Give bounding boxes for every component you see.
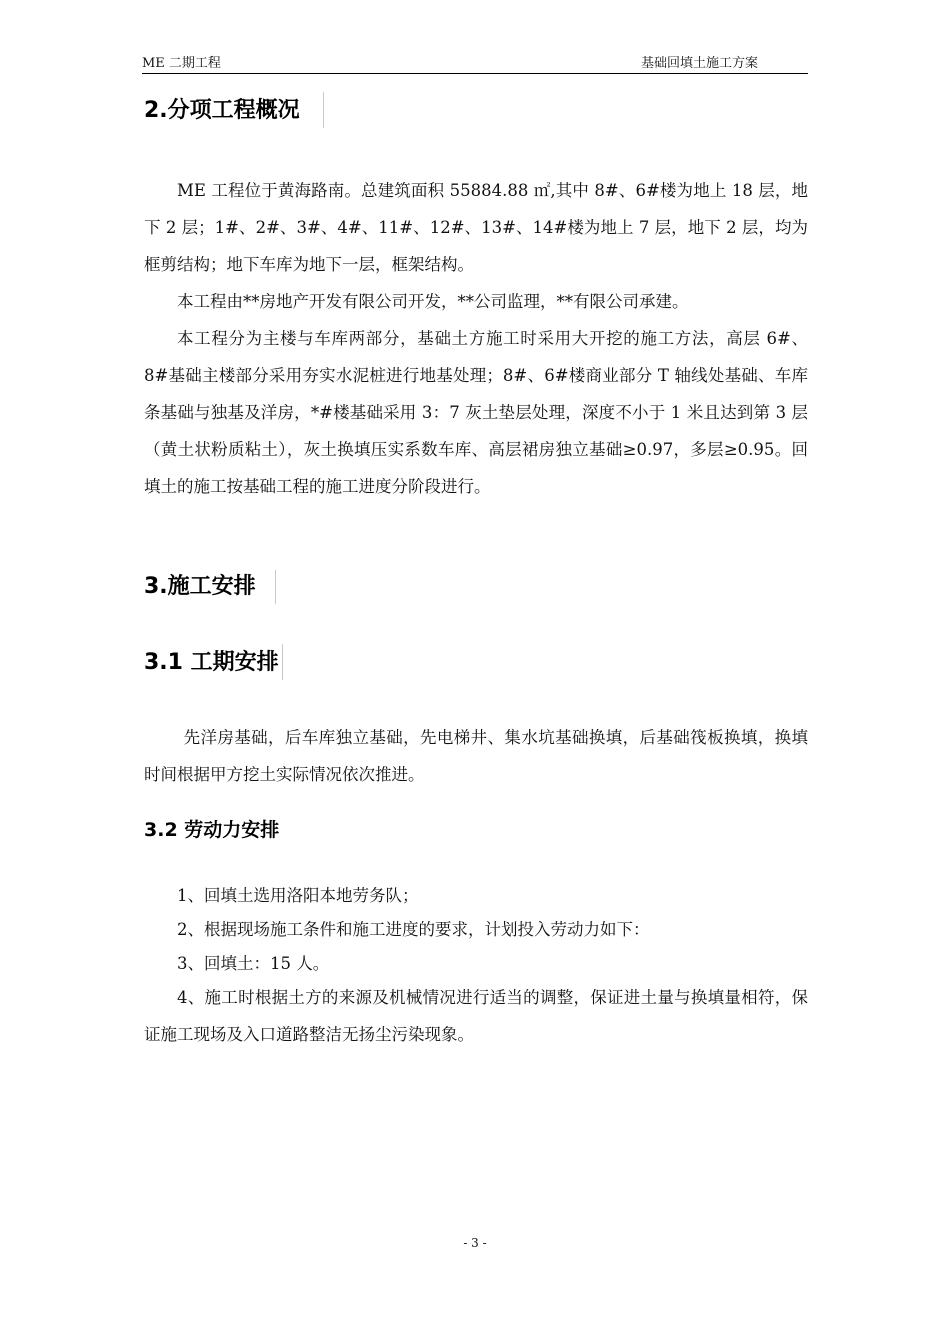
labor-item-4: 4、施工时根据土方的来源及机械情况进行适当的调整，保证进土量与换填量相符，保证施工现场及入口道路整洁无扬尘污染现象。	[144, 988, 808, 1044]
section-3-2-heading: 3.2 劳动力安排	[144, 819, 280, 841]
header-document-title: 基础回填土施工方案	[640, 56, 758, 71]
section-2-paragraph-1: ME 工程位于黄海路南。总建筑面积 55884.88 ㎡,其中 8#、6#楼为地上 18 层，地下 2 层；1#、2#、3#、4#、11#、12#、13#、14#楼为地上 7 层，地下 2 层，均为框剪结构；地下车库为地下一层，框架结构。	[144, 181, 808, 274]
header-project-name: ME 二期工程	[142, 56, 221, 71]
section-3-1-paragraph: 先洋房基础，后车库独立基础，先电梯井、集水坑基础换填，后基础筏板换填，换填时间根据甲方挖土实际情况依次推进。	[144, 728, 808, 784]
labor-item-1: 1、回填土选用洛阳本地劳务队；	[177, 886, 419, 905]
section-2-paragraph-2: 本工程由**房地产开发有限公司开发，**公司监理，**有限公司承建。	[177, 292, 689, 311]
page-number: - 3 -	[463, 1236, 487, 1250]
section-2-paragraph-3: 本工程分为主楼与车库两部分，基础土方施工时采用大开挖的施工方法，高层 6#、8#基础主楼部分采用夯实水泥桩进行地基处理；8#、6#楼商业部分 T 轴线处基础、车库条基础与独基及洋房，*#楼基础采用 3：7 灰土垫层处理，深度不小于 1 米且达到第 3 层（黄土状粉质粘土），灰土换填压实系数车库、高层裙房独立基础≥0.97，多层≥0.95。回填土的施工按基础工程的施工进度分阶段进行。	[144, 329, 808, 496]
section-2-heading: 2.分项工程概况	[144, 98, 300, 123]
section-3-heading: 3.施工安排	[144, 574, 256, 599]
labor-item-2: 2、根据现场施工条件和施工进度的要求，计划投入劳动力如下：	[177, 920, 650, 939]
heading-divider	[282, 644, 283, 680]
heading-divider	[275, 570, 276, 604]
labor-item-3: 3、回填土：15 人。	[177, 954, 330, 973]
section-3-1-heading: 3.1 工期安排	[144, 650, 279, 675]
heading-divider	[323, 92, 324, 128]
page-header	[142, 52, 808, 74]
